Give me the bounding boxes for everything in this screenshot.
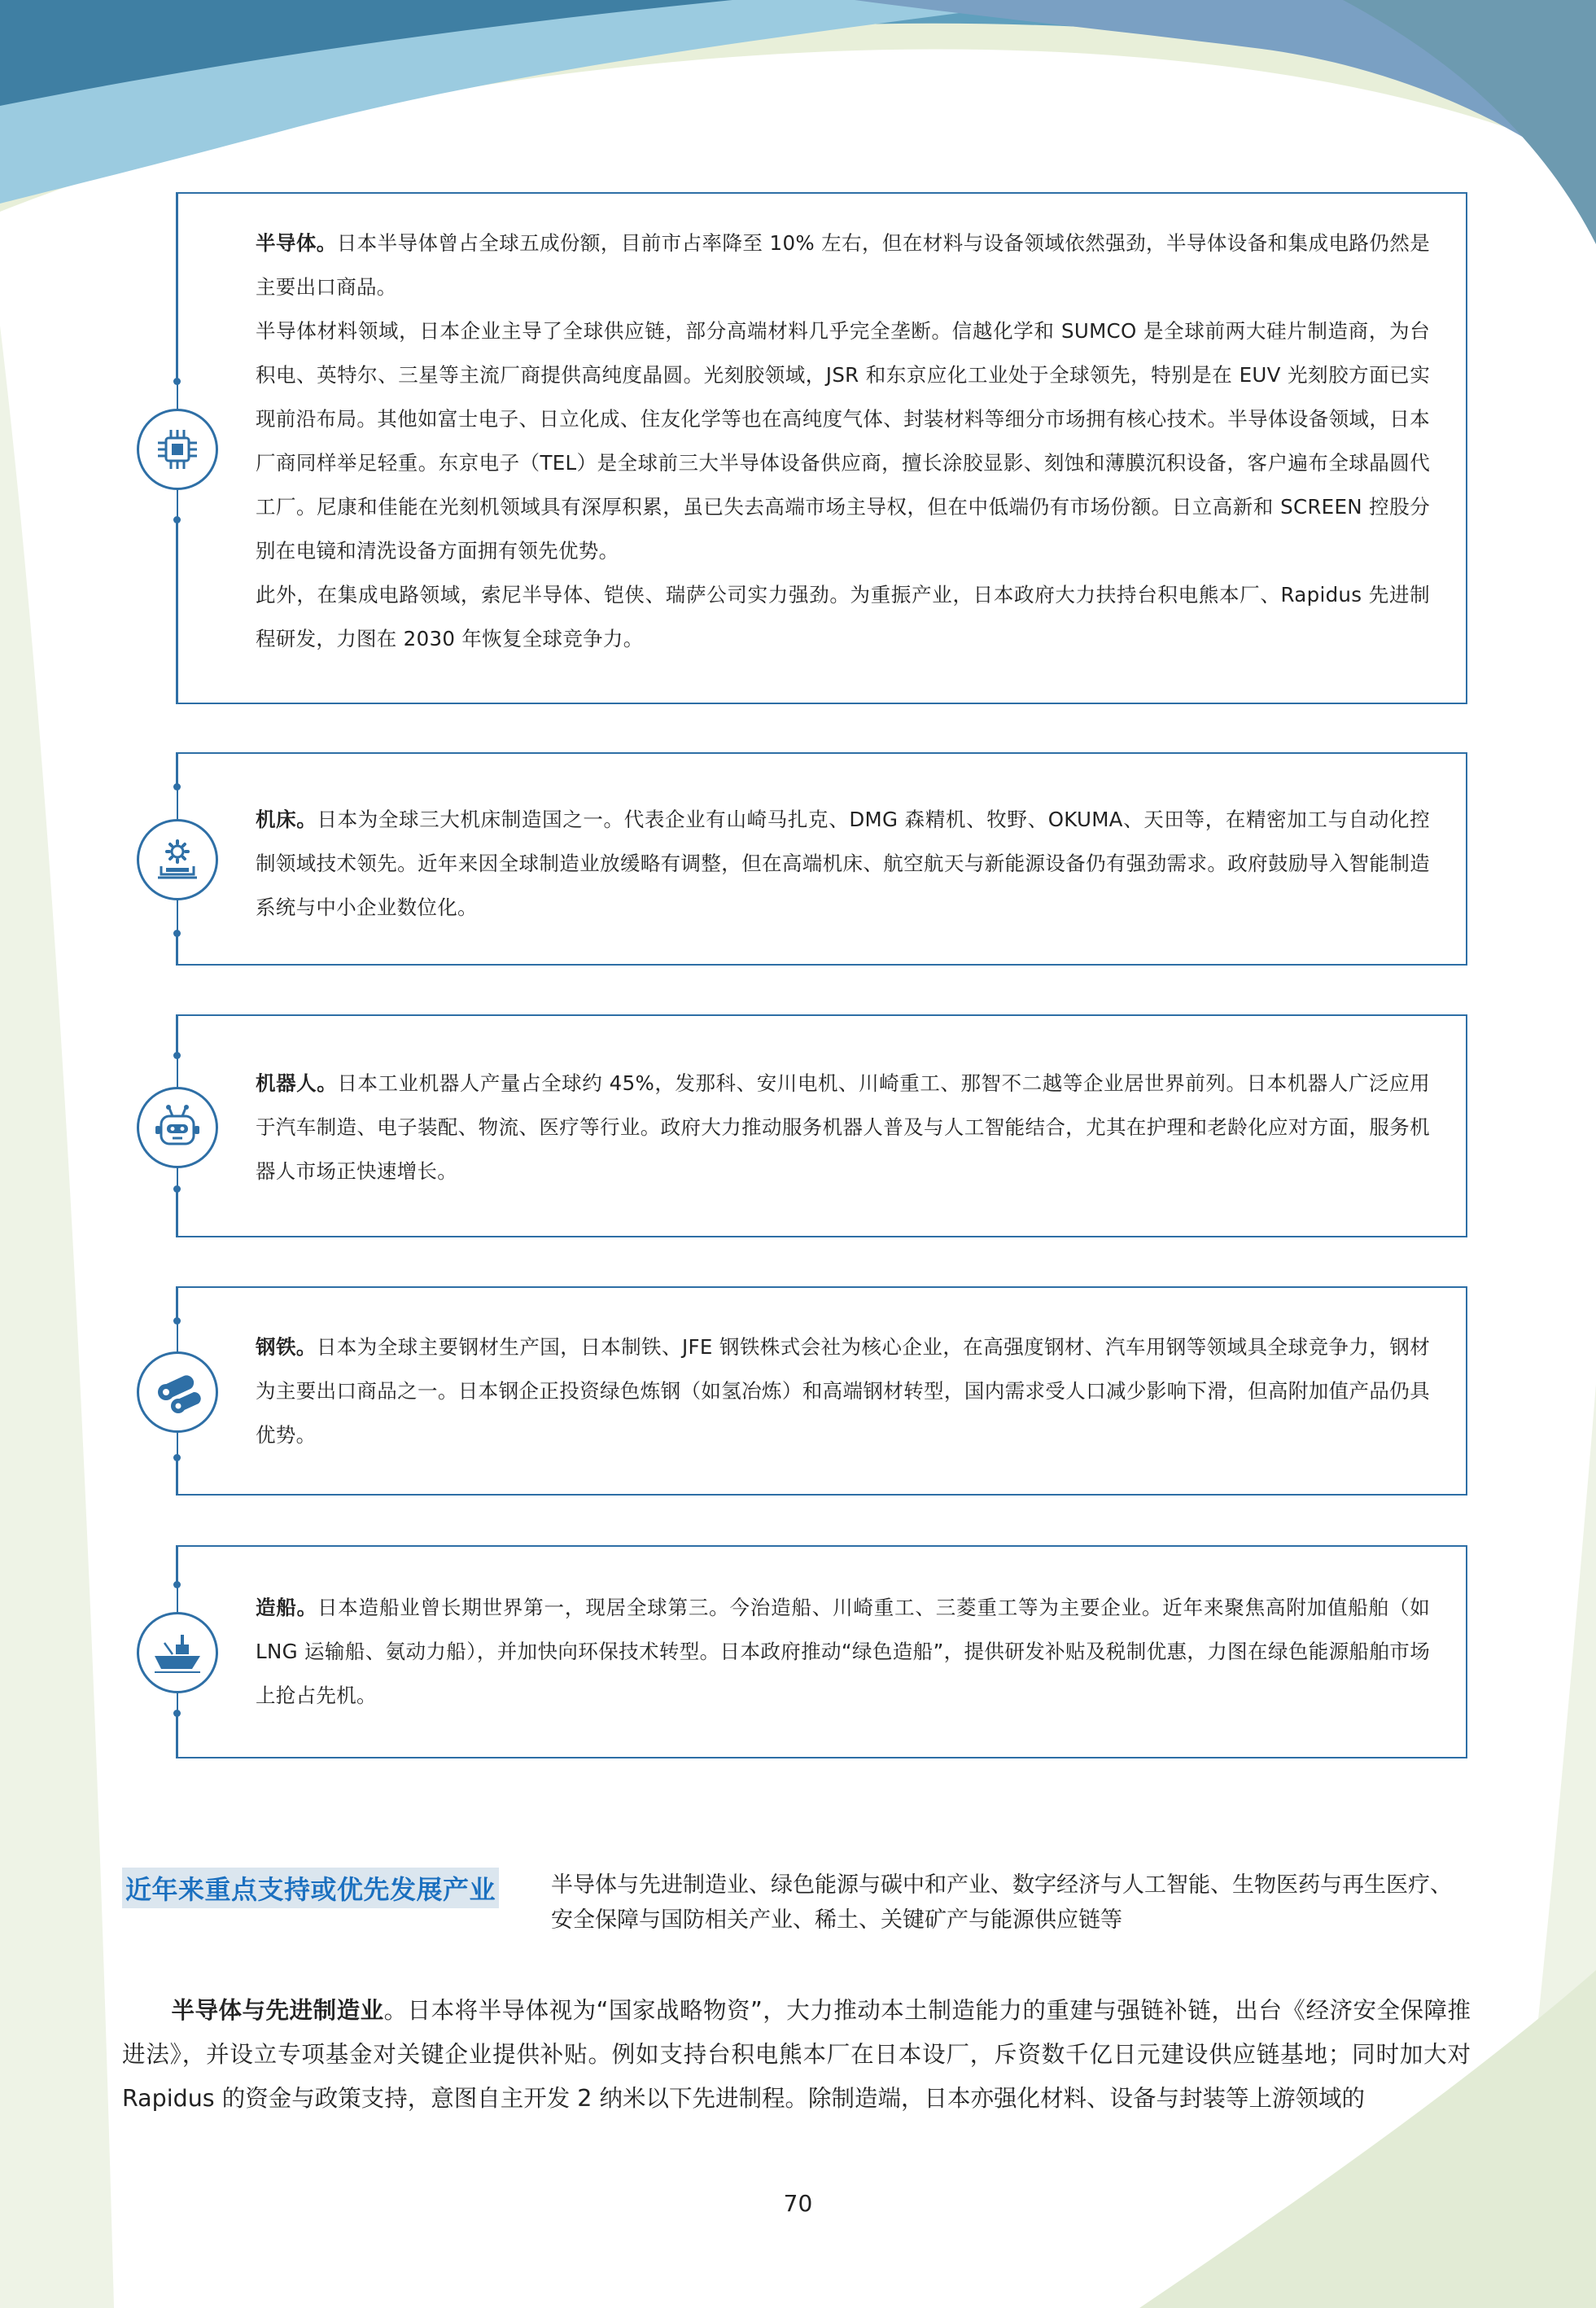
- card-paragraph: [256, 573, 1430, 661]
- main-text: 。日本将半导体视为“国家战略物资”，大力推动本土制造能力的重建与强链补链，出台《经济安全保障推进法》，并设立专项基金对关键企业提供补贴。例如支持台积电熊本厂在日本设厂，斥资数千亿日元建设供应链基地；同时加大对 Rapidus 的资金与政策支持，意图自主开发 2 纳米以下先进制程。除制造端，日本亦强化材料、设备与封装等上游领域的: [122, 1997, 1471, 2112]
- ship-icon-badge: [137, 1612, 218, 1693]
- page-number: 70: [783, 2190, 813, 2217]
- card-paragraph: [256, 798, 1430, 930]
- card-text: 日本半导体曾占全球五成份额，目前市占率降至 10% 左右，但在材料与设备领域依然强劲，半导体设备和集成电路仍然是主要出口商品。: [256, 231, 1430, 299]
- machine-tool-card: [177, 752, 1467, 966]
- card-lead: 机器人。: [256, 1071, 338, 1095]
- connector-line: [176, 752, 178, 786]
- semiconductor-card: [177, 192, 1467, 704]
- steel-card: [177, 1286, 1467, 1496]
- card-text: 日本为全球主要钢材生产国，日本制铁、JFE 钢铁株式会社为核心企业，在高强度钢材、汽车用钢等领域具全球竞争力，钢材为主要出口商品之一。日本钢企正投资绿色炼钢（如氢冶炼）和高端钢材转型，国内需求受人口减少影响下滑，但高附加值产品仍具优势。: [256, 1335, 1430, 1447]
- main-lead: 半导体与先进制造业: [171, 1997, 384, 2024]
- section-heading: 近年来重点支持或优先发展产业: [122, 1868, 499, 1908]
- connector-line: [176, 933, 178, 966]
- section-description: 半导体与先进制造业、绿色能源与碳中和产业、数字经济与人工智能、生物医药与再生医疗、安全保障与国防相关产业、稀土、关键矿产与能源供应链等: [551, 1872, 1452, 1933]
- robot-icon: [151, 1101, 203, 1154]
- machine-tool-icon-badge: [137, 819, 218, 900]
- card-paragraph: [256, 1325, 1430, 1457]
- ship-icon: [151, 1627, 203, 1679]
- card-lead: 机床。: [256, 808, 317, 831]
- card-lead: 造船。: [256, 1596, 317, 1619]
- steel-pipes-icon: [151, 1366, 203, 1418]
- card-paragraph: [256, 309, 1430, 573]
- connector-line: [176, 519, 178, 704]
- connector-line: [176, 192, 178, 381]
- connector-line: [176, 1189, 178, 1237]
- steel-icon-badge: [137, 1351, 218, 1433]
- robot-icon-badge: [137, 1087, 218, 1168]
- card-lead: 钢铁。: [256, 1335, 317, 1359]
- chip-icon-badge: [137, 409, 218, 490]
- connector-line: [176, 1713, 178, 1758]
- card-paragraph: [256, 221, 1430, 309]
- connector-line: [176, 1545, 178, 1584]
- shipbuilding-card: [177, 1545, 1467, 1758]
- card-lead: 半导体。: [256, 231, 337, 255]
- main-paragraph: [122, 1989, 1471, 2121]
- connector-dot: [173, 783, 181, 791]
- card-text: 半导体材料领域，日本企业主导了全球供应链，部分高端材料几乎完全垄断。信越化学和 SUMCO 是全球前两大硅片制造商，为台积电、英特尔、三星等主流厂商提供高纯度晶圆。光刻胶领域，JSR 和东京应化工业处于全球领先，特别是在 EUV 光刻胶方面已实现前沿布局。其他如富士电子、日立化成、住友化学等也在高纯度气体、封装材料等细分市场拥有核心技术。半导体设备领域，日本厂商同样举足轻重。东京电子（TEL）是全球前三大半导体设备供应商，擅长涂胶显影、刻蚀和薄膜沉积设备，客户遍布全球晶圆代工厂。尼康和佳能在光刻机领域具有深厚积累，虽已失去高端市场主导权，但在中低端仍有市场份额。日立高新和 SCREEN 控股分别在电镜和清洗设备方面拥有领先优势。: [256, 319, 1430, 563]
- card-paragraph: [256, 1062, 1430, 1193]
- card-text: 日本工业机器人产量占全球约 45%，发那科、安川电机、川崎重工、那智不二越等企业居世界前列。日本机器人广泛应用于汽车制造、电子装配、物流、医疗等行业。政府大力推动服务机器人普及与人工智能结合，尤其在护理和老龄化应对方面，服务机器人市场正快速增长。: [256, 1071, 1430, 1183]
- card-text: 日本造船业曾长期世界第一，现居全球第三。今治造船、川崎重工、三菱重工等为主要企业。近年来聚焦高附加值船舶（如 LNG 运输船、氨动力船），并加快向环保技术转型。日本政府推动“绿色造船”，提供研发补贴及税制优惠，力图在绿色能源船舶市场上抢占先机。: [256, 1596, 1430, 1707]
- card-text: 日本为全球三大机床制造国之一。代表企业有山崎马扎克、DMG 森精机、牧野、OKUMA、天田等，在精密加工与自动化控制领域技术领先。近年来因全球制造业放缓略有调整，但在高端机床、航空航天与新能源设备仍有强劲需求。政府鼓励导入智能制造系统与中小企业数位化。: [256, 808, 1430, 919]
- connector-dot: [173, 1317, 181, 1325]
- card-text: 此外，在集成电路领域，索尼半导体、铠侠、瑞萨公司实力强劲。为重振产业，日本政府大力扶持台积电熊本厂、Rapidus 先进制程研发，力图在 2030 年恢复全球竞争力。: [256, 583, 1430, 650]
- card-paragraph: [256, 1586, 1430, 1718]
- connector-line: [176, 1286, 178, 1320]
- connector-dot: [173, 378, 181, 385]
- machine-tool-icon: [151, 834, 203, 886]
- connector-dot: [173, 1052, 181, 1059]
- chip-icon: [151, 423, 203, 475]
- connector-line: [176, 1014, 178, 1055]
- connector-dot: [173, 1581, 181, 1588]
- connector-line: [176, 1457, 178, 1496]
- robot-card: [177, 1014, 1467, 1237]
